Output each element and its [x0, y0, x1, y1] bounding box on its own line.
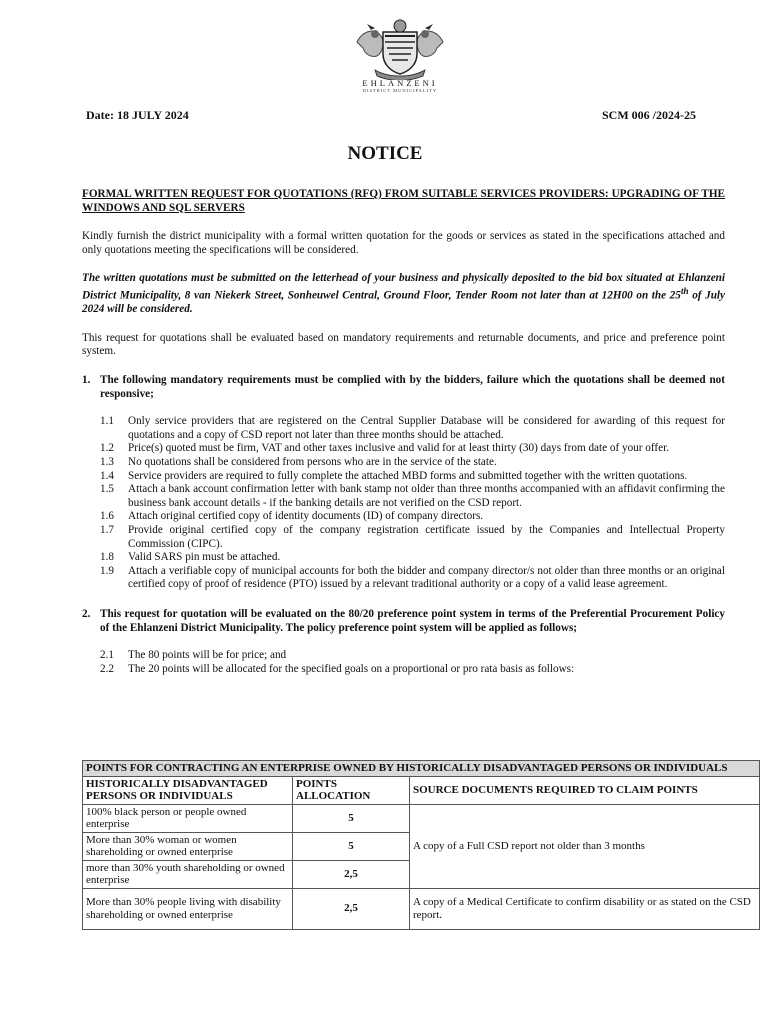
points-cell: 5: [293, 804, 410, 832]
points-cell: 5: [293, 832, 410, 860]
list-item: [100, 470, 725, 484]
item-number: 1.9: [100, 564, 114, 577]
mandatory-requirements-list: [82, 415, 725, 592]
points-table: [82, 760, 760, 930]
list-item: [100, 524, 725, 551]
item-text: The 20 points will be allocated for the specified goals on a proportional or pro rata basis as follows:: [128, 662, 575, 675]
notice-body: [82, 188, 725, 692]
page-title: NOTICE: [347, 143, 423, 164]
submission-paragraph: [82, 272, 725, 317]
item-text: Attach a verifiable copy of municipal accounts for both the bidder and company director/s not older than three months or an original certified copy of proof of residence (PTO) issued by a relevant traditional authority or a copy of a valid lease agreement.: [128, 564, 725, 591]
points-cell: 2,5: [293, 860, 410, 888]
notice-date: Date: 18 JULY 2024: [86, 108, 189, 122]
column-header-source: SOURCE DOCUMENTS REQUIRED TO CLAIM POINTS: [410, 776, 760, 804]
coat-of-arms-icon: [345, 12, 455, 80]
table-row: [83, 804, 760, 832]
list-item: [100, 663, 725, 677]
item-number: 1.4: [100, 469, 114, 482]
logo-subtitle: DISTRICT MUNICIPALITY: [362, 88, 438, 93]
list-item: [100, 456, 725, 470]
list-item: [100, 415, 725, 442]
section-heading-text: This request for quotation will be evaluated on the 80/20 preference point system in terms of the Preferential Procurement Policy of the Ehlanzeni District Municipality. The policy preference point system will be applied as follows;: [100, 607, 725, 634]
list-item: [100, 442, 725, 456]
item-number: 2.1: [100, 649, 114, 662]
item-text: Valid SARS pin must be attached.: [128, 551, 281, 564]
section-number: 2.: [82, 607, 91, 620]
section-heading-text: The following mandatory requirements must be complied with by the bidders, failure which the quotations shall be deemed not responsive;: [100, 374, 725, 400]
item-number: 1.6: [100, 510, 114, 523]
group-cell: More than 30% woman or women shareholding or owned enterprise: [83, 832, 293, 860]
item-text: Only service providers that are registered on the Central Supplier Database will be considered for awarding of this request for quotations and a copy of CSD report not later than three months should be attached.: [128, 415, 725, 441]
item-text: Provide original certified copy of the company registration certificate issued by the Companies and Intellectual Property Commission (CIPC).: [128, 524, 725, 550]
item-text: Price(s) quoted must be firm, VAT and other taxes inclusive and valid for at least thirty (30) days from date of your offer.: [128, 442, 670, 455]
item-text: Service providers are required to fully complete the attached MBD forms and submitted together with the written quotations.: [128, 469, 688, 482]
item-number: 1.1: [100, 415, 114, 428]
item-text: The 80 points will be for price; and: [128, 649, 287, 662]
logo-name: EHLANZENI: [362, 78, 438, 88]
submission-text-end: of July 2024 will be considered.: [82, 289, 725, 316]
list-item: [100, 510, 725, 524]
evaluation-paragraph: This request for quotations shall be evaluated based on mandatory requirements and returnable documents, and price and preference point system.: [82, 331, 725, 358]
table-title: POINTS FOR CONTRACTING AN ENTERPRISE OWNED BY HISTORICALLY DISADVANTAGED PERSONS OR INDIVIDUALS: [83, 761, 760, 777]
item-number: 1.8: [100, 551, 114, 564]
source-cell: A copy of a Full CSD report not older than 3 months: [410, 804, 760, 888]
reference-number: SCM 006 /2024-25: [602, 108, 696, 122]
preference-points-list: [82, 649, 725, 676]
intro-paragraph: Kindly furnish the district municipality with a formal written quotation for the goods or services as stated in the specifications attached and only quotations meeting the specifications will be considered.: [82, 230, 725, 256]
item-number: 1.3: [100, 456, 114, 469]
item-text: No quotations shall be considered from persons who are in the service of the state.: [128, 456, 497, 469]
item-number: 2.2: [100, 662, 114, 675]
group-cell: 100% black person or people owned enterprise: [83, 804, 293, 832]
subject-heading: FORMAL WRITTEN REQUEST FOR QUOTATIONS (RFQ) FROM SUITABLE SERVICES PROVIDERS: UPGRADING OF THE WINDOWS AND SQL SERVERS: [82, 188, 725, 214]
municipality-logo: [340, 12, 460, 104]
item-number: 1.5: [100, 483, 114, 496]
item-text: Attach a bank account confirmation letter with bank stamp not older than three months accompanied with an affidavit confirming the business bank account details - if the banking details are not verified on the CSD report.: [128, 483, 725, 509]
column-header-group: HISTORICALLY DISADVANTAGED PERSONS OR INDIVIDUALS: [83, 776, 293, 804]
item-number: 1.7: [100, 524, 114, 537]
submission-sup: th: [680, 286, 689, 297]
list-item: [100, 565, 725, 592]
source-cell: A copy of a Medical Certificate to confirm disability or as stated on the CSD report.: [410, 888, 760, 929]
list-item: [100, 483, 725, 510]
column-header-points: POINTS ALLOCATION: [293, 776, 410, 804]
submission-text: The written quotations must be submitted on the letterhead of your business and physically deposited to the bid box situated at Ehlanzeni District Municipality, 8 van Niekerk Street, Sonheuwel Central, Ground Floor, Tender Room not later than at 12H00 on the 25: [82, 272, 725, 302]
list-item: [100, 649, 725, 663]
group-cell: more than 30% youth shareholding or owned enterprise: [83, 860, 293, 888]
section-number: 1.: [82, 374, 91, 387]
section-2-heading: [82, 608, 725, 635]
group-cell: More than 30% people living with disability shareholding or owned enterprise: [83, 888, 293, 929]
table-row: [83, 888, 760, 929]
list-item: [100, 551, 725, 565]
section-1-heading: [82, 374, 725, 401]
item-text: Attach original certified copy of identity documents (ID) of company directors.: [128, 510, 484, 523]
item-number: 1.2: [100, 442, 114, 455]
points-cell: 2,5: [293, 888, 410, 929]
